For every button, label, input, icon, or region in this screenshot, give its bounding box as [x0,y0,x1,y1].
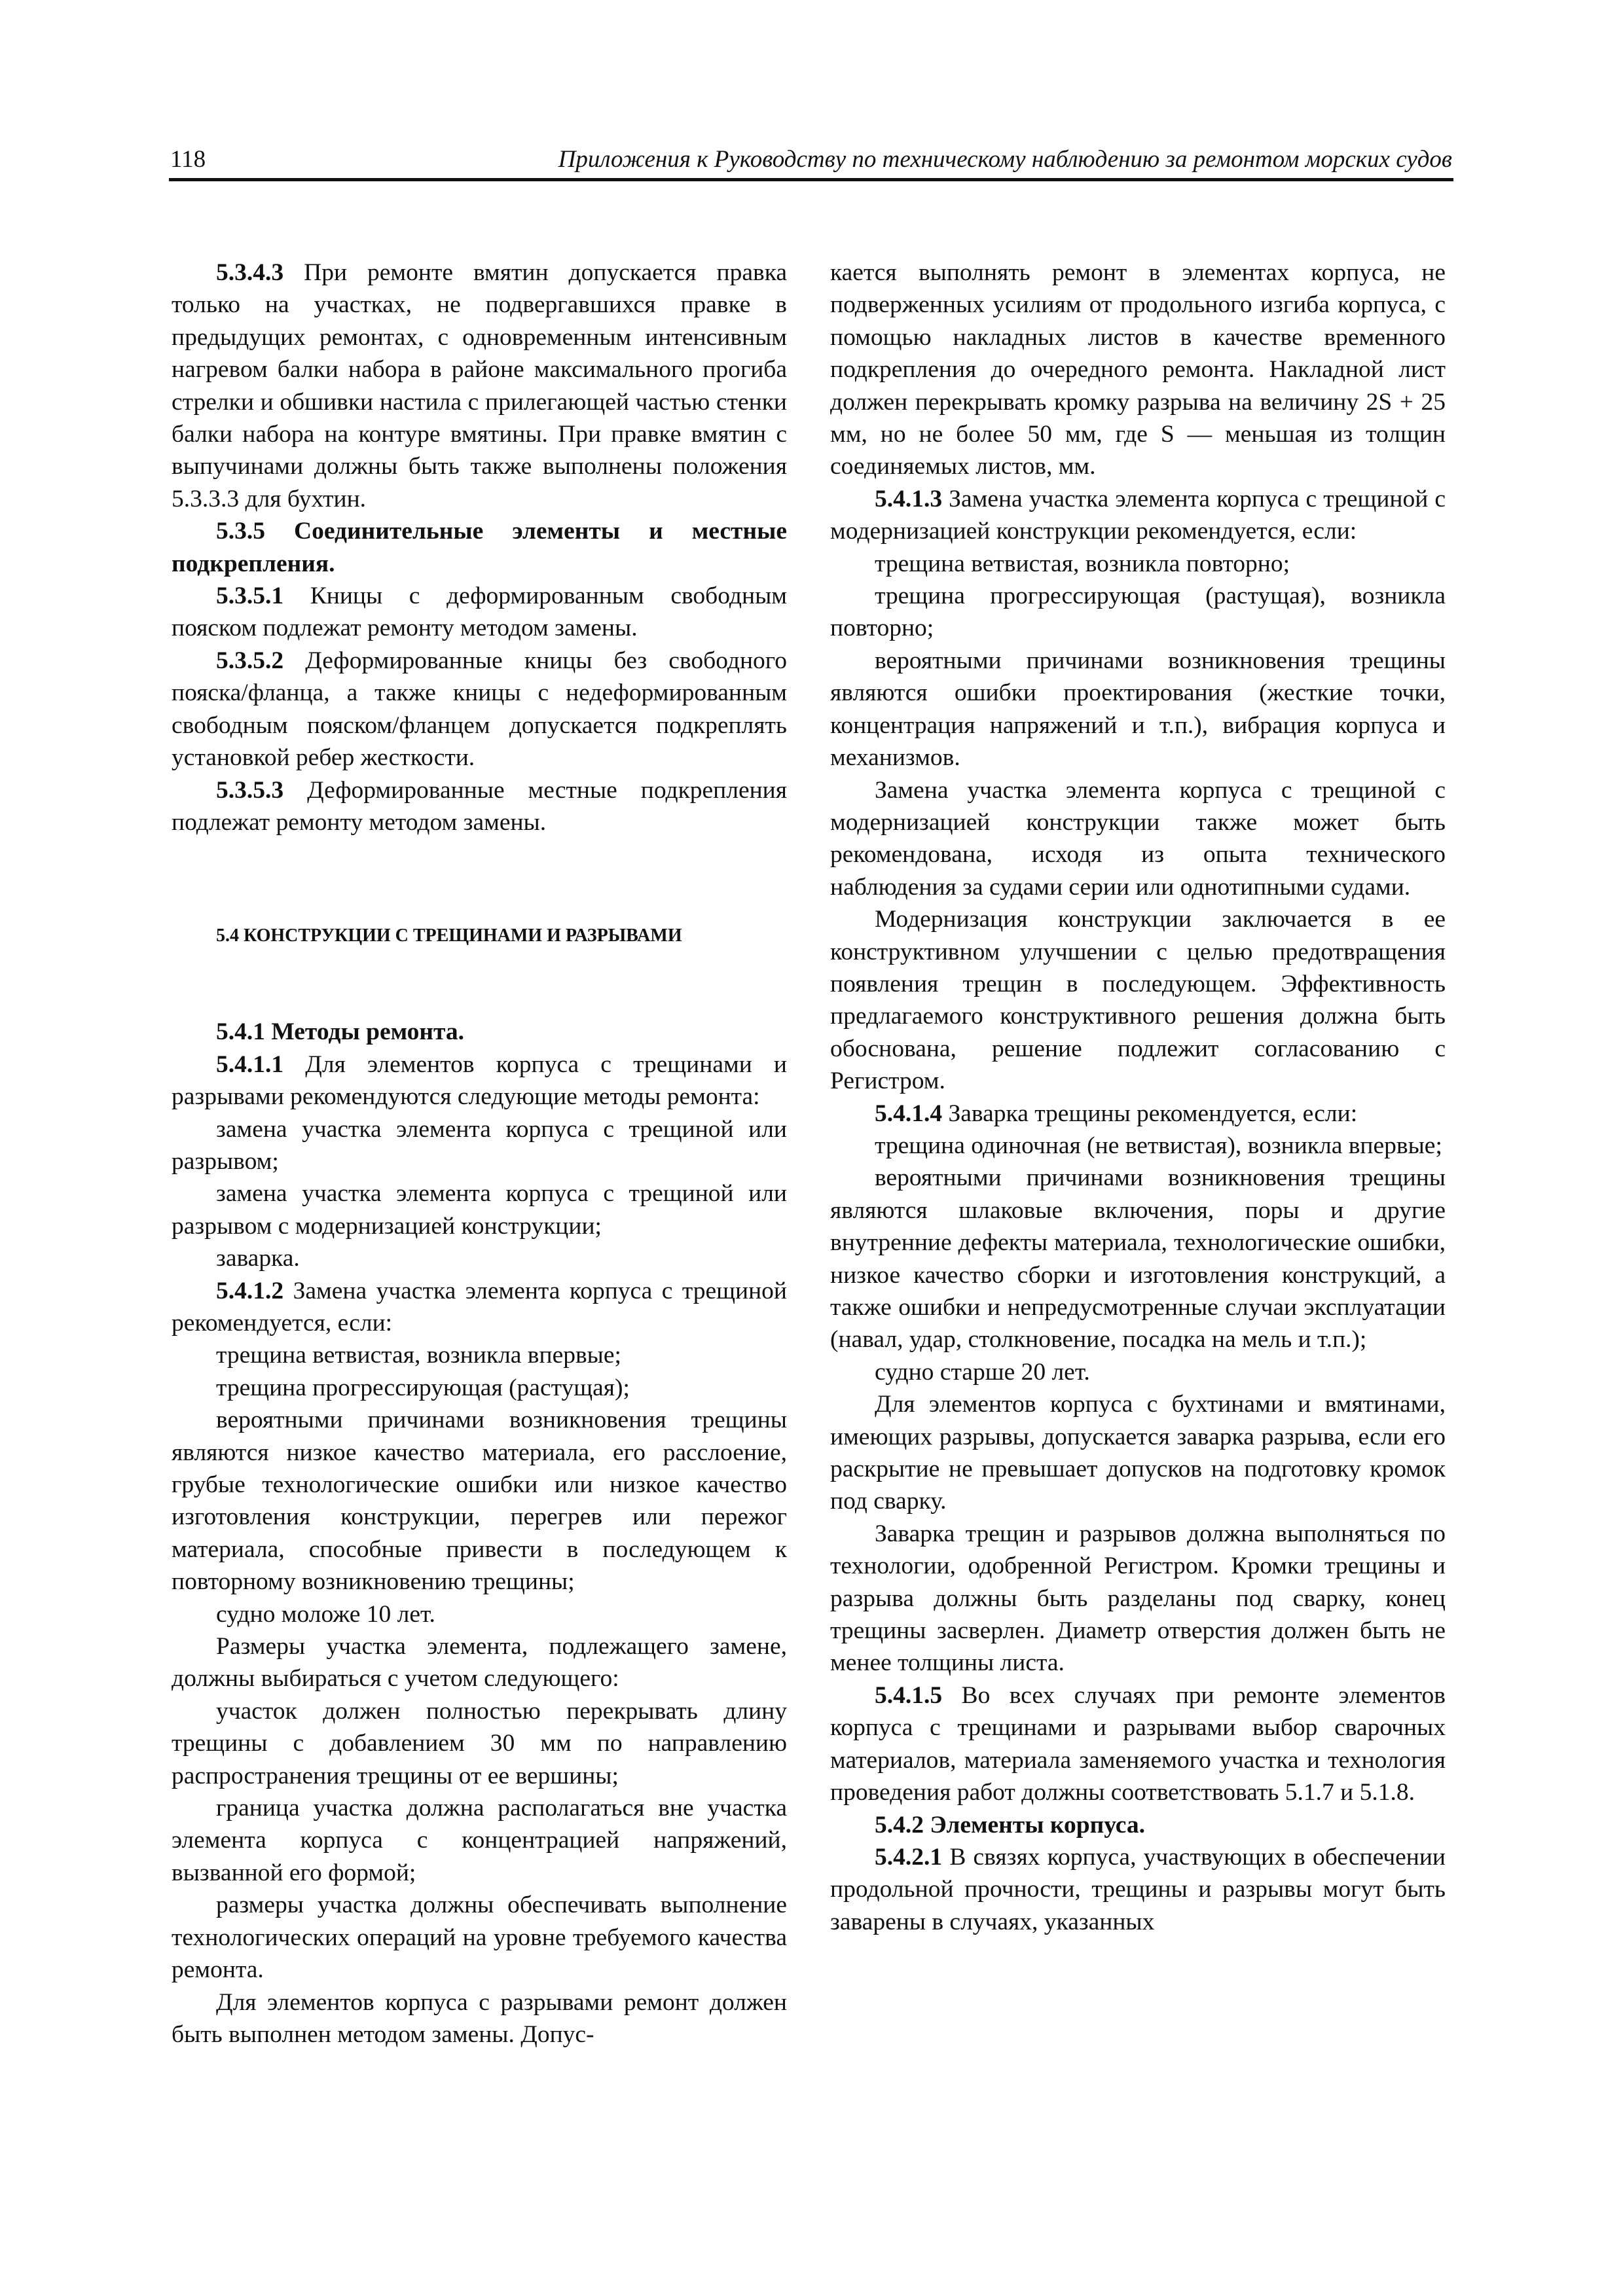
paragraph: 5.4.1.4 Заварка трещины рекомендуется, если: [875,1100,1358,1127]
paragraph: кается выполнять ремонт в элементах корпуса, не подверженных усилиям от продольного изгиба корпуса, с помощью накладных листов в качестве временного подкрепления до очередного ремонта. Накладной лист должен перекрывать кромку разрыва на величину 2S + 25 мм, но не более 50 мм, где S — меньшая из толщин соединяемых листов, мм. [830,259,1446,480]
paragraph: Для элементов корпуса с разрывами ремонт должен быть выполнен методом замены. Допус- [172,1988,787,2048]
paragraph: трещина прогрессирующая (растущая), возникла повторно; [830,583,1446,642]
paragraph: трещина ветвистая, возникла повторно; [875,550,1290,577]
paragraph: заварка. [216,1245,300,1272]
clause-number: 5.4.2.1 [875,1843,943,1871]
subsection-heading: 5.4.1 Методы ремонта. [216,1018,465,1046]
subsection-heading: 5.4.2 Элементы корпуса. [875,1811,1146,1839]
paragraph: 5.4.1.3 Замена участка элемента корпуса с трещиной с модернизацией конструкции рекомендуется, если: [830,485,1446,545]
running-title: Приложения к Руководству по техническому наблюдению за ремонтом морских судов [558,146,1452,173]
paragraph: трещина прогрессирующая (растущая); [216,1374,630,1401]
clause-number: 5.3.5.2 [216,647,284,674]
paragraph: 5.4.1.2 Замена участка элемента корпуса с трещиной рекомендуется, если: [172,1277,787,1336]
paragraph: 5.3.5.3 Деформированные местные подкрепления подлежат ремонту методом замены. [172,776,787,836]
paragraph: трещина одиночная (не ветвистая), возникла впервые; [875,1132,1442,1159]
paragraph: вероятными причинами возникновения трещины являются ошибки проектирования (жесткие точки, концентрация напряжений и т.п.), вибрация корпуса и механизмов. [830,647,1446,772]
paragraph: Размеры участка элемента, подлежащего замене, должны выбираться с учетом следующего: [172,1633,787,1693]
paragraph: Замена участка элемента корпуса с трещиной с модернизацией конструкции также может быть рекомендована, исходя из опыта технического наблюдения за судами серии или однотипными судами. [830,776,1446,901]
paragraph: трещина ветвистая, возникла впервые; [216,1342,621,1369]
clause-number: 5.4.1.1 [216,1050,284,1078]
paragraph: Заварка трещин и разрывов должна выполняться по технологии, одобренной Регистром. Кромки трещины и разрыва должны быть разделаны под сварку, конец трещины засверлен. Диаметр отверстия должен быть не менее толщины листа. [830,1520,1446,1677]
paragraph: вероятными причинами возникновения трещины являются шлаковые включения, поры и другие внутренние дефекты материала, технологические ошибки, низкое качество сборки и изготовления конструкций, а также ошибки и непредусмотренные случаи эксплуатации (навал, удар, столкновение, посадка на мель и т.п.); [830,1164,1446,1354]
paragraph: 5.4.1.1 Для элементов корпуса с трещинами и разрывами рекомендуются следующие методы ремонта: [172,1050,787,1111]
clause-number: 5.4.1.5 [875,1681,943,1709]
paragraph: граница участка должна располагаться вне участка элемента корпуса с концентрацией напряжений, вызванной его формой; [172,1795,787,1886]
subsection-heading: 5.3.5 Соединительные элементы и местные подкрепления. [172,518,787,577]
paragraph: судно моложе 10 лет. [216,1600,435,1628]
clause-number: 5.3.5.1 [216,583,284,610]
paragraph: 5.3.5.1 Кницы с деформированным свободным пояском подлежат ремонту методом замены. [172,583,787,642]
page-header [169,145,1453,181]
clause-number: 5.3.5.3 [216,776,284,804]
paragraph: Для элементов корпуса с бухтинами и вмятинами, имеющих разрывы, допускается заварка разрыва, если его раскрытие не превышает допусков на подготовку кромок под сварку. [830,1391,1446,1515]
clause-number: 5.3.4.3 [216,259,284,286]
clause-number: 5.4.1.3 [875,485,943,512]
page-number: 118 [170,146,206,173]
paragraph: замена участка элемента корпуса с трещиной или разрывом с модернизацией конструкции; [172,1180,787,1240]
paragraph: размеры участка должны обеспечивать выполнение технологических операций на уровне требуемого качества ремонта. [172,1892,787,1984]
paragraph: 5.4.2.1 В связях корпуса, участвующих в обеспечении продольной прочности, трещины и разрывы могут быть заварены в случаях, указанных [830,1843,1446,1935]
paragraph: участок должен полностью перекрывать длину трещины с добавлением 30 мм по направлению распространения трещины от ее вершины; [172,1697,787,1789]
paragraph: судно старше 20 лет. [875,1358,1090,1386]
clause-number: 5.4.1.4 [875,1100,943,1127]
paragraph: 5.3.4.3 При ремонте вмятин допускается правка только на участках, не подвергавшихся правке в предыдущих ремонтах, с одновременным интенсивным нагревом балки набора в районе максимального прогиба стрелки и обшивки настила с прилегающей частью стенки балки набора на контуре вмятины. При правке вмятин с выпучинами должны быть также выполнены положения 5.3.3.3 для бухтин. [172,259,787,512]
paragraph: вероятными причинами возникновения трещины являются низкое качество материала, его расслоение, грубые технологические ошибки или низкое качество изготовления конструкции, перегрев или пережог материала, способные привести в последующем к повторному возникновению трещины; [172,1407,787,1596]
clause-number: 5.4.1.2 [216,1277,284,1304]
paragraph: Модернизация конструкции заключается в ее конструктивном улучшении с целью предотвращения появления трещин в последующем. Эффективность предлагаемого конструктивного решения должна быть обоснована, решение подлежит согласованию с Регистром. [830,906,1446,1095]
paragraph: 5.4.1.5 Во всех случаях при ремонте элементов корпуса с трещинами и разрывами выбор сварочных материалов, материала заменяемого участка и технология проведения работ должны соответствовать 5.1.7 и 5.1.8. [830,1681,1446,1806]
left-column [172,257,787,2051]
right-column [830,257,1446,1938]
section-heading: 5.4 КОНСТРУКЦИИ С ТРЕЩИНАМИ И РАЗРЫВАМИ [216,925,682,946]
paragraph: 5.3.5.2 Деформированные кницы без свободного пояска/фланца, а также кницы с недеформированным свободным пояском/фланцем допускается подкреплять установкой ребер жесткости. [172,647,787,772]
paragraph: замена участка элемента корпуса с трещиной или разрывом; [172,1115,787,1175]
